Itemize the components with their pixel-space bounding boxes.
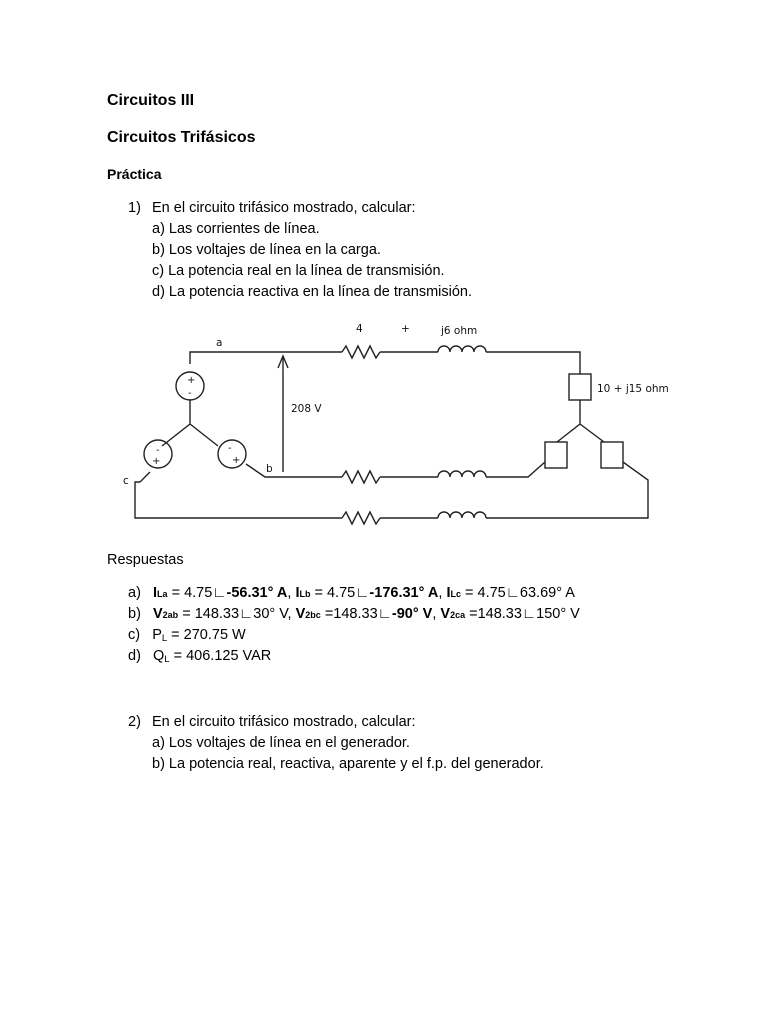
problem-1-item-d: d) La potencia reactiva en la línea de transmisión. bbox=[152, 284, 472, 300]
problem-1-number: 1) bbox=[128, 200, 141, 216]
line-b-inductor bbox=[438, 471, 486, 477]
source-b-minus: - bbox=[228, 443, 232, 454]
problem-1-statement: En el circuito trifásico mostrado, calcular: bbox=[152, 200, 416, 216]
line-a-resistor bbox=[342, 346, 380, 358]
answers-title: Respuestas bbox=[107, 552, 184, 568]
line-a-wire bbox=[190, 352, 342, 364]
load-impedance-label: 10 + j15 ohm bbox=[597, 383, 669, 395]
node-c-label: c bbox=[123, 475, 129, 487]
problem-2-statement: En el circuito trifásico mostrado, calcular: bbox=[152, 714, 416, 730]
answer-d-label: d) bbox=[128, 648, 141, 664]
load-impedance-c bbox=[601, 442, 623, 468]
section-title: Práctica bbox=[107, 166, 162, 182]
line-plus-sign: + bbox=[401, 323, 410, 335]
source-c-minus: - bbox=[156, 445, 160, 456]
source-b-plus: + bbox=[232, 455, 241, 466]
answer-d: d) $Q_L = 406.125$ VAR bbox=[128, 648, 272, 665]
resistance-label: 4 bbox=[356, 323, 363, 335]
problem-2-item-a: a) Los voltajes de línea en el generador. bbox=[152, 735, 410, 751]
reactance-label: j6 ohm bbox=[441, 325, 478, 337]
line-c-inductor bbox=[438, 512, 486, 518]
line-b-resistor bbox=[342, 471, 380, 483]
problem-1-item-c: c) La potencia real en la línea de transmisión. bbox=[152, 263, 445, 279]
source-a-plus: + bbox=[187, 375, 196, 386]
load-impedance-a bbox=[569, 374, 591, 400]
line-c-resistor bbox=[342, 512, 380, 524]
course-title: Circuitos III bbox=[107, 92, 195, 109]
problem-2-number: 2) bbox=[128, 714, 141, 730]
answer-a: a) ILa = 4.75∟-56.31° A, ILb = 4.75∟-176.31° A, ILc = 4.75∟63.69° A bbox=[128, 585, 575, 601]
node-b-label: b bbox=[266, 463, 273, 475]
answer-a-label: a) bbox=[128, 585, 141, 601]
answer-b: b) V2ab = 148.33∟30° V, V2bc =148.33∟-90° V, V2ca =148.33∟150° V bbox=[128, 606, 580, 622]
answer-c: c) $P_L = 270.75$ W bbox=[128, 627, 246, 644]
source-c-plus: + bbox=[152, 456, 161, 467]
problem-2-item-b: b) La potencia real, reactiva, aparente y el f.p. del generador. bbox=[152, 756, 544, 772]
source-voltage-label: 208 V bbox=[291, 403, 322, 415]
source-a-minus: - bbox=[188, 388, 192, 399]
three-phase-circuit-diagram bbox=[120, 312, 680, 527]
problem-1-item-b: b) Los voltajes de línea en la carga. bbox=[152, 242, 381, 258]
answer-b-label: b) bbox=[128, 606, 141, 622]
problem-1-item-a: a) Las corrientes de línea. bbox=[152, 221, 320, 237]
load-impedance-b bbox=[545, 442, 567, 468]
line-a-inductor bbox=[438, 346, 486, 352]
topic-title: Circuitos Trifásicos bbox=[107, 129, 256, 146]
answer-c-label: c) bbox=[128, 627, 141, 643]
node-a-label: a bbox=[216, 337, 223, 349]
